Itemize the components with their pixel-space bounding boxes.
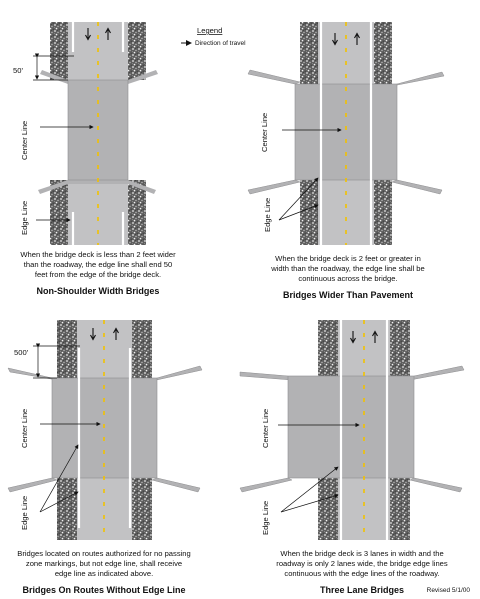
panel-title: Bridges Wider Than Pavement xyxy=(283,290,413,300)
gravel-shoulder xyxy=(50,180,68,245)
bridge-wingwall xyxy=(8,478,57,492)
gravel-shoulder xyxy=(374,22,392,84)
bridge-wingwall xyxy=(410,478,462,492)
bridge-wingwall xyxy=(152,366,202,381)
gravel-shoulder xyxy=(390,478,410,540)
edge-line-label: Edge Line xyxy=(261,500,270,535)
caption-line: When the bridge deck is 3 lanes in width and the xyxy=(280,549,444,558)
dimension-label: 50' xyxy=(13,66,23,75)
bridge-wingwall xyxy=(248,180,300,194)
center-line-label: Center Line xyxy=(260,112,269,152)
panel-non-shoulder-width xyxy=(13,22,176,296)
panel-three-lane xyxy=(240,320,464,595)
gravel-shoulder xyxy=(374,180,392,245)
gravel-shoulder xyxy=(57,478,77,540)
panel-without-edge-line xyxy=(8,320,202,595)
caption-line: When the bridge deck is less than 2 feet wider xyxy=(20,250,176,259)
caption-line: When the bridge deck is 2 feet or greater in xyxy=(275,254,421,263)
edge-line-label: Edge Line xyxy=(20,495,29,530)
panel-wider-than-pavement xyxy=(248,22,444,300)
caption-line: than the roadway, the edge line shall end 50 xyxy=(23,260,173,269)
gravel-shoulder xyxy=(318,478,338,540)
revised-date: Revised 5/1/00 xyxy=(426,587,470,594)
gravel-shoulder xyxy=(128,22,146,80)
bridge-wingwall xyxy=(240,478,292,492)
legend xyxy=(181,26,246,47)
center-line-label: Center Line xyxy=(20,408,29,448)
caption-line: continuous across the bridge. xyxy=(298,274,398,283)
bridge-wingwall xyxy=(392,180,442,194)
bridge-wingwall xyxy=(392,72,444,86)
panel-title: Bridges On Routes Without Edge Line xyxy=(22,585,186,595)
edge-line-label: Edge Line xyxy=(20,200,29,235)
bridge-wingwall xyxy=(240,372,292,380)
gravel-shoulder xyxy=(318,320,338,376)
caption-line: edge line as indicated above. xyxy=(54,569,154,578)
gravel-shoulder xyxy=(132,320,152,378)
caption-line: continuous with the edge lines of the roadway. xyxy=(284,569,440,578)
bridge-wingwall xyxy=(410,366,464,380)
gravel-shoulder xyxy=(50,22,68,80)
edge-line-label: Edge Line xyxy=(263,197,272,232)
caption-line: Bridges located on routes authorized for no passing xyxy=(17,549,191,558)
legend-direction: Direction of travel xyxy=(195,40,246,47)
panel-title: Non-Shoulder Width Bridges xyxy=(36,286,160,296)
bridge-wingwall xyxy=(248,70,300,84)
caption-line: zone markings, but not edge line, shall receive xyxy=(25,559,183,568)
dimension-label: 500' xyxy=(14,348,29,357)
center-line-label: Center Line xyxy=(20,120,29,160)
caption-line: feet from the edge of the bridge deck. xyxy=(34,270,162,279)
legend-title: Legend xyxy=(197,26,223,35)
bridge-wingwall xyxy=(152,478,200,492)
caption-line: width than the roadway, the edge line shall be xyxy=(271,264,425,273)
center-line-label: Center Line xyxy=(261,408,270,448)
caption-line: roadway is only 2 lanes wide, the bridge edge lines xyxy=(276,559,448,568)
bridge-deck xyxy=(288,376,414,478)
panel-title: Three Lane Bridges xyxy=(319,585,405,595)
gravel-shoulder xyxy=(57,320,77,378)
gravel-shoulder xyxy=(300,180,318,245)
gravel-shoulder xyxy=(132,478,152,540)
gravel-shoulder xyxy=(390,320,410,376)
gravel-shoulder xyxy=(300,22,318,84)
